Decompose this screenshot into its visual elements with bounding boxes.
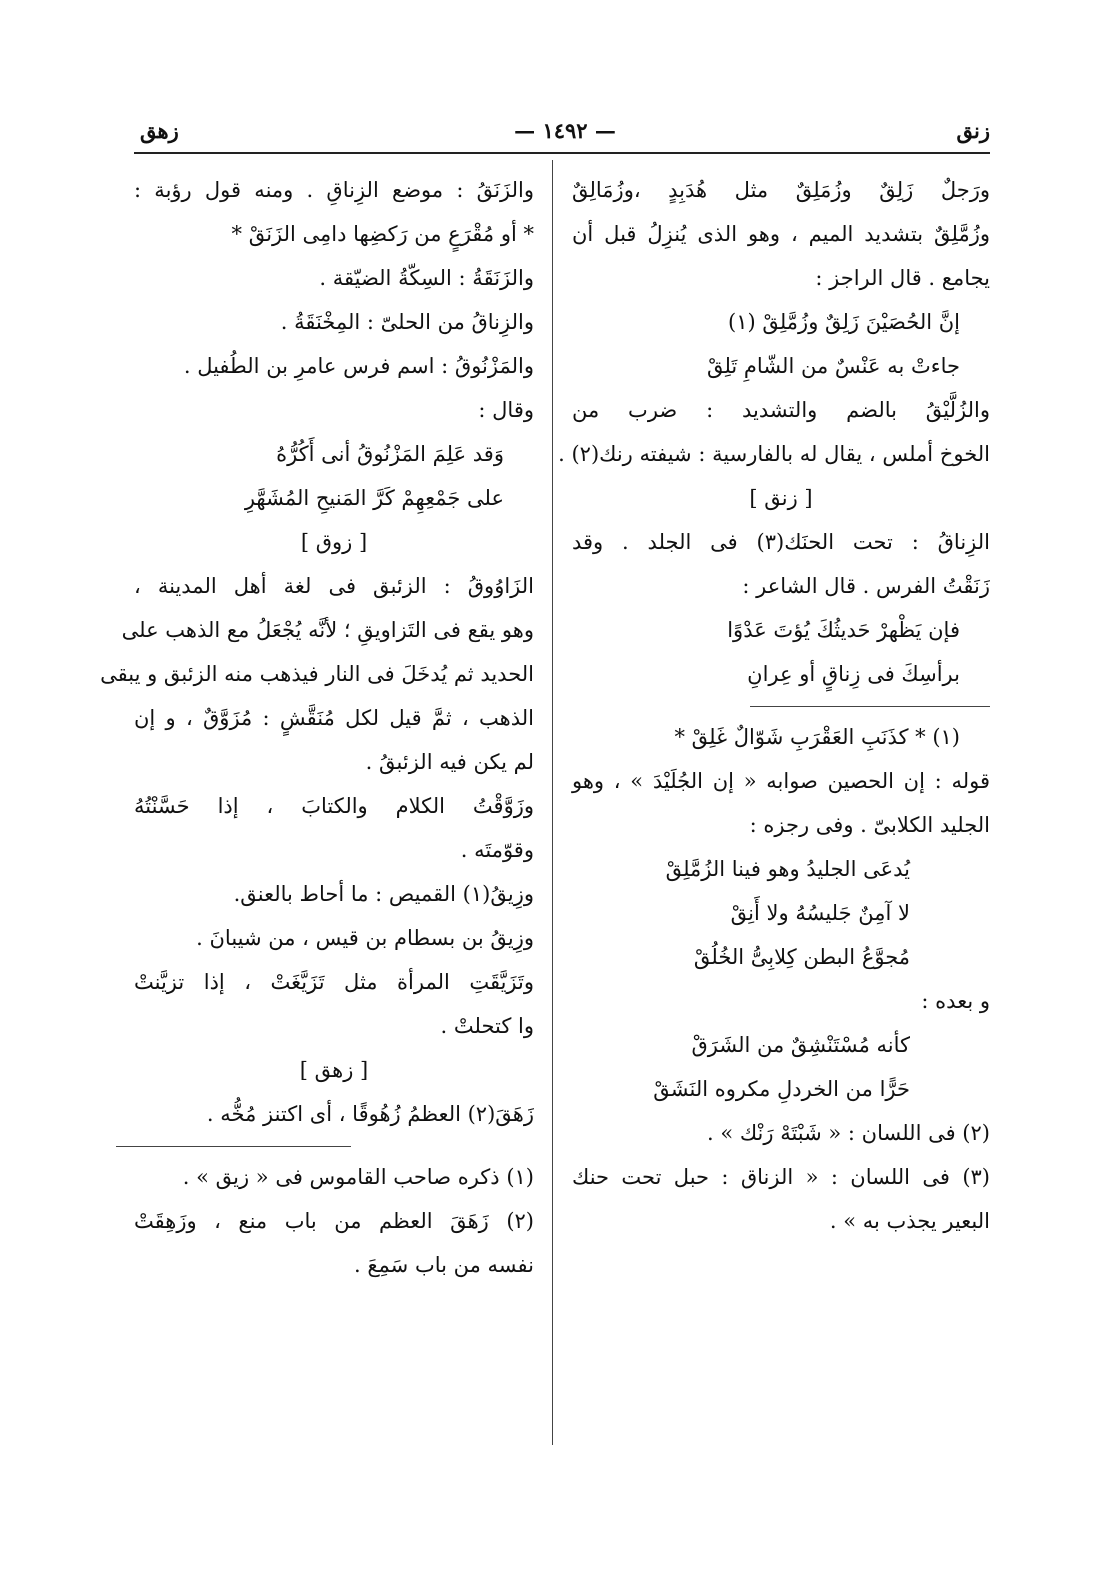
text-line: برأسِكَ فى زِناقٍ أو عِرانِ [747,662,960,686]
footnote-line: (١) * كذَنَبِ العَقْرَبِ شَوّالٌ غَلِقْ * [674,725,960,749]
footnote-line: كأنه مُسْتَنْشِقٌ من الشَرَقْ [691,1033,910,1057]
footnote-line: البعير يجذب به » . [829,1209,990,1233]
text-line: لم يكن فيه الزئبقُ . [365,750,534,774]
text-line: والزَنَقُ : موضع الزِناقِ . ومنه قول رؤبة : [134,178,534,202]
text-line: وزِيقُ بن بسطام بن قيس ، من شيبانَ . [196,926,534,950]
footnote-line: الجليد الكلابىّ . وفى رجزه : [749,813,990,837]
text-line: ورَجلٌ زَلِقٌ وزُمَلِقٌ مثل هُدَبِدٍ ،وزُمَالِقٌ [572,178,990,202]
footnote-line: يُدعَى الجليدُ وهو فينا الزُمَّلِقْ [665,857,910,881]
footnote-line: مُجوَّعُ البطن كِلابِىُّ الخُلُقْ [693,945,910,969]
column-divider [552,160,553,1445]
text-line: فإن يَظْهرْ حَديثُكَ يُؤتَ عَدْوًا [727,618,960,642]
text-line: الخوخ أملس ، يقال له بالفارسية : شيفته رنك(٢) . [558,442,990,466]
text-line: إنَّ الحُصَيْنَ زَلِقٌ وزُمَّلِقْ (١) [727,310,960,334]
text-line: وزِيقُ(١) القميص : ما أحاط بالعنق. [233,882,534,906]
footnote-rule [750,706,990,707]
footnote-rule [116,1146,351,1147]
text-line: [ زوق ] [300,530,368,554]
text-line: وهو يقع فى التَزاويقِ ؛ لأنَّه يُجْعَلُ مع الذهب على [121,618,534,642]
footnote-line: (٢) زَهَقَ العظم من باب منع ، وزَهِقَتْ [134,1209,534,1233]
text-line: والزُلَّيْقُ بالضم والتشديد : ضرب من [572,398,990,422]
footnote-line: و بعده : [921,989,990,1013]
header-left-entry: زهق [140,118,179,143]
text-line: والزِناقُ من الحلىّ : المِخْنَقَةُ . [280,310,534,334]
footnote-line: قوله : إن الحصين صوابه « إن الجُلَيْدَ » ، وهو [572,769,990,793]
text-line: جاءتْ به عَنْسٌ من الشّامِ تَلِقْ [706,354,960,378]
footnote-line: حَرًّا من الخردلِ مكروه النَشَقْ [653,1077,910,1101]
text-line: وقوّمتَه . [460,838,534,862]
text-line: [ زنق ] [749,486,813,510]
header-right-entry: زنق [956,118,990,143]
footnote-line: لا آمِنٌ جَليسُهُ ولا أَنِقْ [730,901,910,925]
right-column-footnotes [572,715,990,1243]
text-line: والزَنَقَةُ : السِكّةُ الضيّقة . [319,266,534,290]
left-column [100,168,534,1287]
text-line: زَنَقْتُ الفرس . قال الشاعر : [742,574,990,598]
text-line: وزَوَّقْتُ الكلام والكتابَ ، إذا حَسَّنْتُهُ [134,794,534,818]
text-line: والمَزْنُوقُ : اسم فرس عامرِ بن الطُفيل . [183,354,534,378]
text-line: يجامع . قال الراجز : [815,266,990,290]
footnote-line: (٣) فى اللسان : « الزناق : حبل تحت حنك [572,1165,990,1189]
header-rule [134,152,990,154]
text-line: الذهب ، ثمَّ قيل لكل مُنَقَّشٍ : مُزَوَّقٌ ، و إن [134,706,534,730]
right-column-body [558,168,990,696]
text-line: وقال : [478,398,534,422]
text-line: الزِناقُ : تحت الحنَك(٣) فى الجلد . وقد [572,530,990,554]
text-line: وا كتحلتْ . [440,1014,534,1038]
text-line: وتَزَيَّقَتِ المرأة مثل تَزَيَّغَتْ ، إذا تزيَّنتْ [134,970,534,994]
text-line: وَقد عَلِمَ المَزْنُوقُ أنى أَكُرُّهُ [276,442,504,466]
text-line: * أو مُقْرَعٍ من رَكضِها دامِى الزَنَقْ * [231,222,534,246]
text-line: زَهَقَ(٢) العظمُ زُهُوقًا ، أى اكتنز مُخُّه . [206,1102,534,1126]
left-column-body [100,168,534,1136]
footnote-line: نفسه من باب سَمِعَ . [354,1253,534,1277]
page-number: — ١٤٩٢ — [514,118,616,143]
text-line: وزُمَّلِقٌ بتشديد الميم ، وهو الذى يُنزِلُ قبل أن [572,222,990,246]
left-column-footnotes [134,1155,534,1287]
right-column [558,168,990,1243]
footnote-line: (١) ذكره صاحب القاموس فى « زيق » . [182,1165,534,1189]
text-line: على جَمْعِهِمْ كَرَّ المَنيحِ المُشَهَّرِ [244,486,504,510]
text-line: الزَاوُوقُ : الزئبق فى لغة أهل المدينة ، [134,574,534,598]
text-line: الحديد ثم يُدخَلَ فى النار فيذهب منه الزئبق و يبقى [100,662,534,686]
text-line: [ زهق ] [299,1058,369,1082]
footnote-line: (٢) فى اللسان : « شَبْتَهْ رَنْك » . [706,1121,990,1145]
